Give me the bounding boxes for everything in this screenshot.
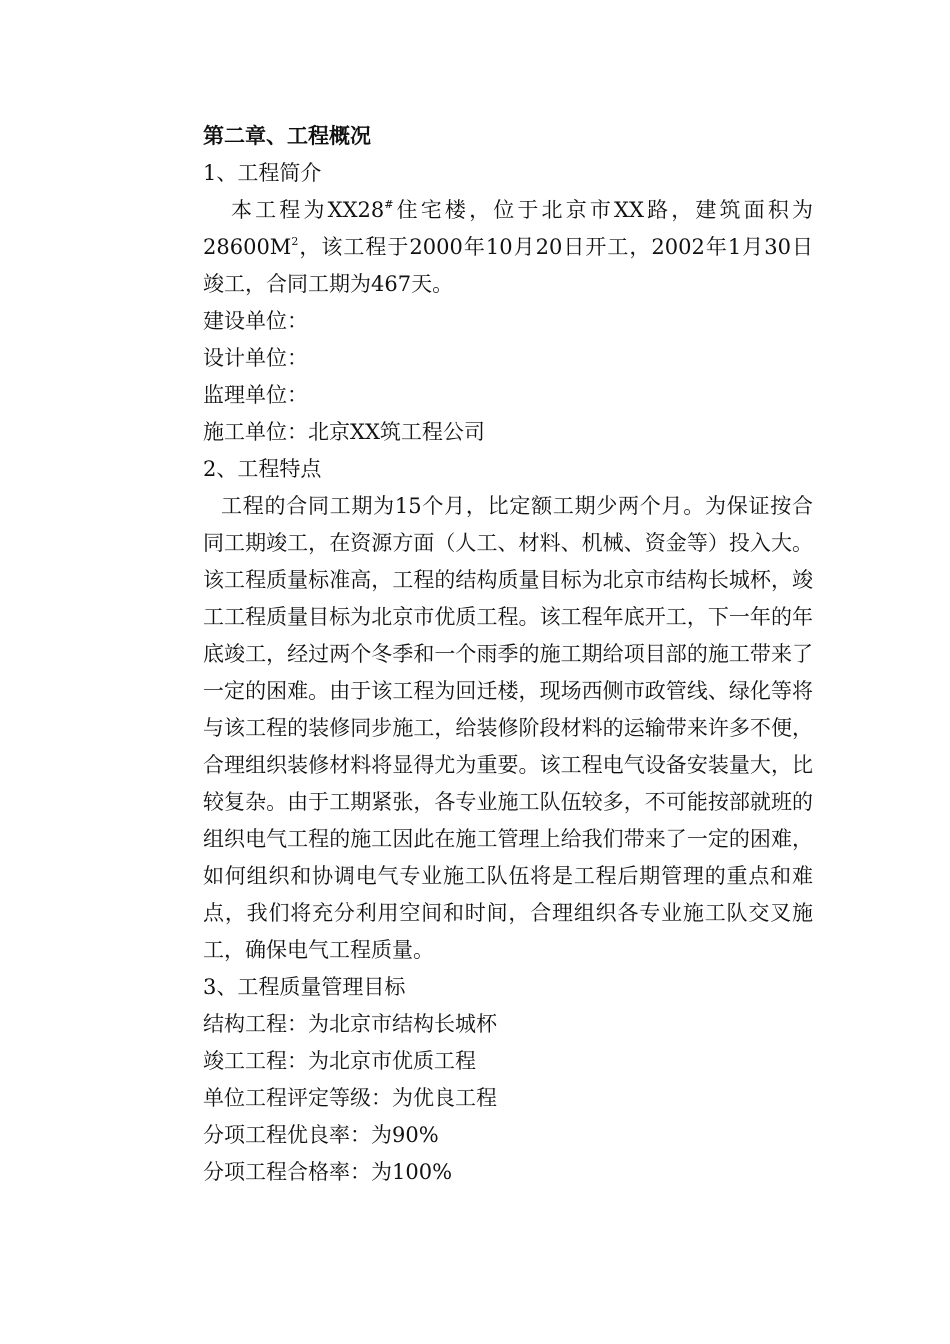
section-1-text-c: ，该工程于2000年10月20日开工，2002年1月30日竣工，合同工期为467天。 (203, 235, 813, 296)
section-1-sup-b: 2 (291, 235, 299, 248)
target-structure: 结构工程：为北京市结构长城杯 (203, 1012, 497, 1036)
section-1-heading: 1、工程简介 (203, 161, 322, 185)
chapter-title: 第二章、工程概况 (203, 124, 371, 148)
target-pass-rate: 分项工程合格率：为100% (203, 1160, 453, 1184)
unit-contractor: 施工单位：北京XX筑工程公司 (203, 420, 485, 444)
section-1-text-a: 本工程为XX28 (231, 198, 385, 222)
target-excellent-rate: 分项工程优良率：为90% (203, 1123, 439, 1147)
section-1-sup-a: # (384, 198, 394, 211)
unit-construction: 建设单位： (203, 309, 308, 333)
unit-supervision: 监理单位： (203, 383, 308, 407)
section-3-heading: 3、工程质量管理目标 (203, 975, 406, 999)
document-page (203, 118, 813, 1191)
section-2-paragraph: 工程的合同工期为15个月，比定额工期少两个月。为保证按合同工期竣工，在资源方面（人工、材料、机械、资金等）投入大。该工程质量标准高，工程的结构质量目标为北京市结构长城杯，竣工工程质量目标为北京市优质工程。该工程年底开工，下一年的年底竣工，经过两个冬季和一个雨季的施工期给项目部的施工带来了一定的困难。由于该工程为回迁楼，现场西侧市政管线、绿化等将与该工程的装修同步施工，给装修阶段材料的运输带来许多不便，合理组织装修材料将显得尤为重要。该工程电气设备安装量大，比较复杂。由于工期紧张，各专业施工队伍较多，不可能按部就班的组织电气工程的施工因此在施工管理上给我们带来了一定的困难，如何组织和协调电气专业施工队伍将是工程后期管理的重点和难点，我们将充分利用空间和时间，合理组织各专业施工队交叉施工，确保电气工程质量。 (203, 494, 813, 962)
section-2-heading: 2、工程特点 (203, 457, 322, 481)
target-unit-grade: 单位工程评定等级：为优良工程 (203, 1086, 497, 1110)
section-1-paragraph (203, 192, 813, 303)
target-completion: 竣工工程：为北京市优质工程 (203, 1049, 476, 1073)
unit-design: 设计单位： (203, 346, 308, 370)
section-1-text-b: 住宅楼，位于北京市XX路，建筑面积为28600M (203, 198, 813, 259)
